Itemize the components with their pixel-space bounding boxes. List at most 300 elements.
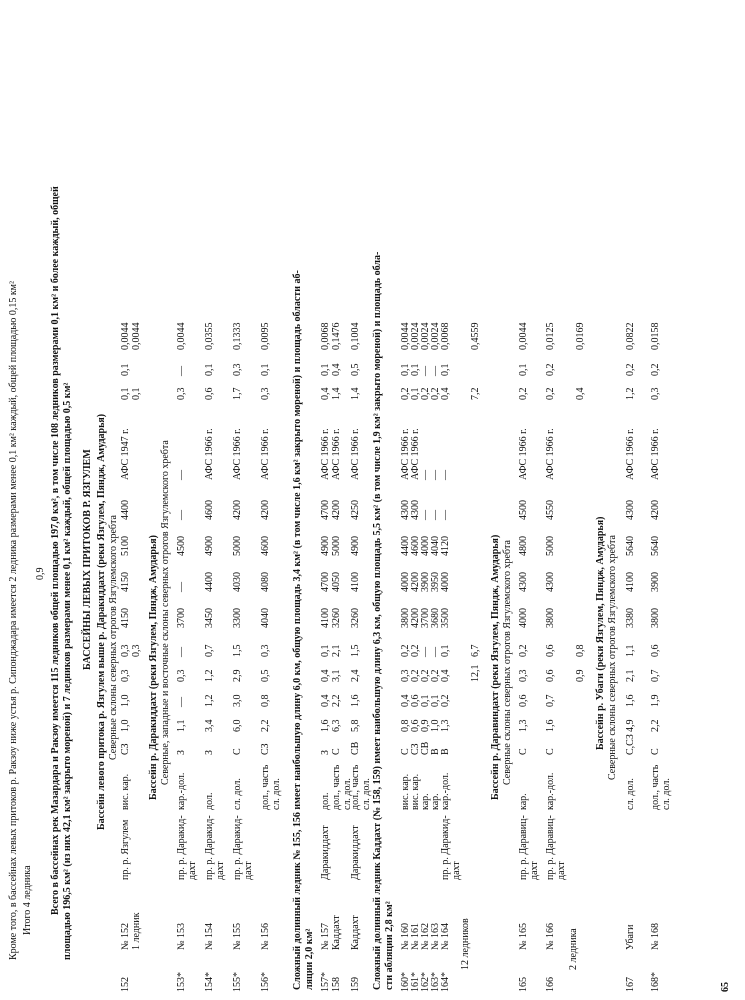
value-b: 0,2 — [650, 363, 661, 376]
value-c: 0,0044 — [120, 322, 131, 350]
basin: Даракиддахт — [350, 825, 361, 880]
height: 3900 — [650, 572, 661, 592]
total-v2: 6,7 — [470, 644, 481, 657]
exposure: В — [440, 748, 451, 755]
glacier-type: дол., часть — [260, 764, 271, 810]
glacier-type2: сл. дол. — [271, 778, 282, 810]
measure: 0,7 — [650, 669, 661, 682]
glacier-name: № 156 — [260, 922, 271, 950]
glacier-type2: сл. дол. — [661, 778, 672, 810]
height: 4000 — [440, 572, 451, 592]
height: — — [420, 510, 431, 520]
height: 3380 — [625, 608, 636, 628]
measure: 0,1 — [440, 644, 451, 657]
measure: 0,1 — [420, 694, 431, 707]
basin2: дахт — [187, 861, 198, 880]
glacier-type2: сл. дол. — [361, 778, 372, 810]
height: 5000 — [232, 536, 243, 556]
row-no: 161* — [410, 972, 421, 992]
glacier-type: кар. — [518, 793, 529, 810]
value-c: 0,0158 — [650, 322, 661, 350]
measure: 0,2 — [440, 694, 451, 707]
measure: 1,5 — [350, 644, 361, 657]
row-no: 160* — [400, 972, 411, 992]
slope-3: Северные склоны северных отрогов Язгулемского хребта — [502, 540, 513, 785]
measure: 1,1 — [625, 644, 636, 657]
glacier-name: № 160 — [400, 922, 411, 950]
glacier-type: вис. кар. — [410, 773, 421, 810]
value-b: — — [420, 366, 431, 376]
source: АФС 1966 г. — [650, 428, 661, 480]
measure: 3,4 — [204, 719, 215, 732]
measure: 0,4 — [400, 694, 411, 707]
exposure: С — [232, 748, 243, 755]
value-a: 1,2 — [625, 387, 636, 400]
all-line2: площадью 196,5 км² (из них 42,1 км² закрыто мореной) и 7 ледников размерами менее 0,1 км² каждый, общей площадью 0,5 км² — [62, 382, 73, 960]
value-a: 1,4 — [350, 387, 361, 400]
measure: 0,4 — [320, 669, 331, 682]
exposure: СЗ — [410, 743, 421, 755]
height: 4600 — [260, 536, 271, 556]
measure: 0,2 — [420, 669, 431, 682]
height: 4030 — [232, 572, 243, 592]
source: АФС 1966 г. — [518, 428, 529, 480]
basin2: дахт — [529, 861, 540, 880]
row-no: 154* — [204, 972, 215, 992]
glacier-type: дол. — [204, 792, 215, 810]
exposure: СВ — [420, 741, 431, 755]
value-a: 0,1 — [131, 387, 142, 400]
basin: пр. р. Даравиц- — [545, 815, 556, 880]
height: 4040 — [260, 608, 271, 628]
height: 4500 — [518, 500, 529, 520]
glacier-type2: дол., часть — [331, 764, 342, 810]
value-c: 0,0024 — [420, 322, 431, 350]
height: 4000 — [400, 572, 411, 592]
glacier-name: № 152 — [120, 922, 131, 950]
glacier-type: вис. кар. — [400, 773, 411, 810]
row-no: 165 — [518, 977, 529, 992]
height: 4250 — [350, 500, 361, 520]
value-c: 0,0068 — [440, 322, 451, 350]
measure: — — [420, 647, 431, 657]
source: АФС 1966 г. — [331, 428, 342, 480]
height: — — [430, 510, 441, 520]
measure: 0,4 — [440, 669, 451, 682]
row-no: 163* — [430, 972, 441, 992]
glacier-type: кар.-дол. — [545, 772, 556, 810]
totals2-v2: 0,8 — [575, 644, 586, 657]
measure: 0,2 — [410, 669, 421, 682]
value-c: 0,0355 — [204, 322, 215, 350]
height: 4200 — [232, 500, 243, 520]
exposure: В — [430, 748, 441, 755]
basin2: дахт — [451, 861, 462, 880]
measure: 2,2 — [260, 719, 271, 732]
measure: 0,7 — [204, 644, 215, 657]
measure: 0,3 — [176, 669, 187, 682]
measure: 1,5 — [232, 644, 243, 657]
all-line1: Всего в бассейнах рек Мазардара и Ракзоу имеется 115 ледников общей площадью 197,0 км², в том числе 108 ледников размерами 0,1 км² и более каждый, общей — [50, 186, 61, 915]
intro-line: Кроме того, в бассейнах левых притоков р. Ракзоу ниже устья р. Сипонджадара имеется 2 ледника размерами менее 0,1 км² каждый, общей площадью 0,15 км² — [8, 280, 19, 960]
height: 3800 — [650, 608, 661, 628]
measure: 2,4 — [350, 669, 361, 682]
value-b: 0,1 — [204, 363, 215, 376]
basin: пр. р. Язгулем — [120, 819, 131, 880]
row-no: 157* — [320, 972, 331, 992]
basin2: дахт — [556, 861, 567, 880]
measure: 0,8 — [400, 719, 411, 732]
value-a: 0,3 — [650, 387, 661, 400]
value-b: 0,1 — [120, 363, 131, 376]
measure: 2,9 — [232, 669, 243, 682]
glacier-type: дол., часть — [650, 764, 661, 810]
exposure: СЗ — [120, 743, 131, 755]
measure: 6,3 — [331, 719, 342, 732]
row-no: 164* — [440, 972, 451, 992]
measure: 0,9 — [420, 719, 431, 732]
totals2-v1: 0,9 — [575, 669, 586, 682]
glacier-name: № 168 — [650, 922, 661, 950]
measure: 1,3 — [518, 719, 529, 732]
sub-heading-3: Бассейн р. Даравиндахт (реки Язгулем, Пяндж, Амударья) — [490, 534, 501, 800]
value-c: 0,0044 — [176, 322, 187, 350]
height: 5640 — [625, 536, 636, 556]
height: 4150 — [120, 572, 131, 592]
value-b: 0,1 — [320, 363, 331, 376]
slope-1: Северные склоны северных отрогов Язгулемского хребта — [108, 515, 119, 760]
height: 3900 — [420, 572, 431, 592]
height: 4300 — [625, 500, 636, 520]
value-a: 0,2 — [430, 387, 441, 400]
source: АФС 1966 г. — [410, 428, 421, 480]
value-a: 0,6 — [204, 387, 215, 400]
height: 4400 — [120, 500, 131, 520]
height: 4000 — [518, 608, 529, 628]
source: АФС 1947 г. — [120, 428, 131, 480]
glacier-type: сл. дол. — [232, 778, 243, 810]
height: 4600 — [410, 536, 421, 556]
row-no: 155* — [232, 972, 243, 992]
height: 4700 — [320, 572, 331, 592]
row-no: 152 — [120, 977, 131, 992]
measure: 0,3 — [120, 644, 131, 657]
value-b: 0,1 — [440, 363, 451, 376]
value-c: 0,0044 — [131, 322, 142, 350]
measure: 3,1 — [331, 669, 342, 682]
value-b: 0,2 — [625, 363, 636, 376]
measure: 2,2 — [650, 719, 661, 732]
glacier-name: № 157 — [320, 922, 331, 950]
basin: пр. р. Даракид- — [440, 815, 451, 880]
height: 4200 — [410, 608, 421, 628]
height: 3450 — [204, 608, 215, 628]
height: 4080 — [260, 572, 271, 592]
height: — — [176, 510, 187, 520]
row-no: 168* — [650, 972, 661, 992]
height: 4900 — [350, 536, 361, 556]
source: АФС 1966 г. — [400, 428, 411, 480]
height: 3800 — [400, 608, 411, 628]
measure: 0,6 — [650, 644, 661, 657]
value-a: 0,2 — [545, 387, 556, 400]
value-a: 0,1 — [120, 387, 131, 400]
row-no: 162* — [420, 972, 431, 992]
glacier-type: дол., часть — [350, 764, 361, 810]
value-a: 0,2 — [518, 387, 529, 400]
main-heading: БАССЕЙНЫ ЛЕВЫХ ПРИТОКОВ Р. ЯЗГУЛЕМ — [82, 449, 93, 670]
glacier-name: № 164 — [440, 922, 451, 950]
basin: пр. р. Даравиц- — [518, 815, 529, 880]
measure: 2,1 — [625, 669, 636, 682]
measure: 4,9 — [625, 719, 636, 732]
value-c: 0,0024 — [430, 322, 441, 350]
measure: 1,6 — [545, 719, 556, 732]
basin2: дахт — [215, 861, 226, 880]
slope-2: Северные, западные и восточные склоны северных отрогов Язгулемского хребта — [160, 440, 171, 785]
measure: 5,8 — [350, 719, 361, 732]
measure: 0,6 — [545, 644, 556, 657]
height: 3680 — [430, 608, 441, 628]
measure: 0,1 — [430, 694, 441, 707]
row-no: 153* — [176, 972, 187, 992]
basin2: дахт — [243, 861, 254, 880]
row-no: 167 — [625, 977, 636, 992]
value-a: 0,4 — [440, 387, 451, 400]
height: 4000 — [420, 536, 431, 556]
measure: 1,3 — [440, 719, 451, 732]
source: — — [176, 470, 187, 480]
glacier-type: кар.-дол. — [176, 772, 187, 810]
height: 5100 — [120, 536, 131, 556]
glacier-type: вис. кар. — [120, 773, 131, 810]
source: — — [420, 470, 431, 480]
value-b: — — [176, 366, 187, 376]
glacier-name2: Каддахт — [331, 915, 342, 950]
height: 3800 — [545, 608, 556, 628]
height: — — [176, 582, 187, 592]
exposure: З — [320, 749, 331, 755]
glacier-name: № 154 — [204, 922, 215, 950]
measure: 2,2 — [331, 694, 342, 707]
exposure: С — [545, 748, 556, 755]
glacier-type3: сл. дол. — [342, 778, 353, 810]
measure: 0,3 — [260, 644, 271, 657]
height: 4200 — [260, 500, 271, 520]
sub-heading-4: Бассейн р. Убаги (реки Язгулем, Пяндж, Амударья) — [595, 516, 606, 750]
height: 3260 — [350, 608, 361, 628]
glacier-type: сл. дол. — [625, 778, 636, 810]
measure: 1,6 — [320, 719, 331, 732]
exposure: С — [400, 748, 411, 755]
glacier-type: дол. — [320, 792, 331, 810]
count-12: 12 ледников — [460, 918, 471, 970]
measure: 1,6 — [350, 694, 361, 707]
height: 4100 — [320, 608, 331, 628]
glacier-type: кар.-дол. — [440, 772, 451, 810]
measure: 3,0 — [232, 694, 243, 707]
basin: пр. р. Даракид- — [232, 815, 243, 880]
height: 3300 — [232, 608, 243, 628]
value-a: 1,7 — [232, 387, 243, 400]
glacier-name: № 165 — [518, 922, 529, 950]
glacier-name: № 161 — [410, 922, 421, 950]
glacier-name: № 162 — [420, 922, 431, 950]
measure: — — [430, 647, 441, 657]
measure: 0,6 — [410, 719, 421, 732]
value-c: 0,0044 — [400, 322, 411, 350]
height: 4120 — [440, 536, 451, 556]
measure: 0,4 — [320, 694, 331, 707]
row-no: 156* — [260, 972, 271, 992]
height: 4400 — [204, 572, 215, 592]
sub-heading-1: Бассейн левого притока р. Язгулем выше р. Даракиддахт (реки Язгулем, Пяндж, Амударья) — [96, 413, 107, 830]
measure: 0,7 — [545, 694, 556, 707]
height: 3700 — [420, 608, 431, 628]
height: 4300 — [518, 572, 529, 592]
measure: — — [176, 697, 187, 707]
measure: — — [176, 647, 187, 657]
glacier-type: кар. — [430, 793, 441, 810]
height: 4300 — [545, 572, 556, 592]
exposure: З — [204, 749, 215, 755]
value-c: 0,0024 — [410, 322, 421, 350]
height: 4600 — [204, 500, 215, 520]
page-number: 65 — [720, 982, 731, 992]
totals2-a: 0,4 — [575, 387, 586, 400]
height: 4900 — [204, 536, 215, 556]
value-b: 0,1 — [518, 363, 529, 376]
row-no: 159 — [350, 977, 361, 992]
measure: 0,2 — [410, 644, 421, 657]
measure: 1,2 — [204, 694, 215, 707]
value-b: 0,1 — [260, 363, 271, 376]
value-c: 0,0095 — [260, 322, 271, 350]
height: 4500 — [176, 536, 187, 556]
measure: 2,1 — [331, 644, 342, 657]
total-value: 0,9 — [35, 567, 46, 580]
basin: пр. р. Даракид- — [204, 815, 215, 880]
measure: 1,0 — [120, 719, 131, 732]
source: — — [440, 470, 451, 480]
note-1b: ляции 2,0 км² — [304, 928, 315, 990]
measure: 0,6 — [518, 694, 529, 707]
height: 5000 — [545, 536, 556, 556]
value-b: 0,1 — [400, 363, 411, 376]
source: АФС 1966 г. — [204, 428, 215, 480]
note-1a: Сложный долинный ледник № 155, 156 имеет наибольшую длину 6,0 км, общую площадь 3,4 км² (в том числе 1,6 км² закрыто мореной) и площадь области аб- — [292, 270, 303, 990]
value-c: 0,0068 — [320, 322, 331, 350]
value-b: 0,4 — [331, 363, 342, 376]
height: 4040 — [430, 536, 441, 556]
basin: пр. р. Даракид- — [176, 815, 187, 880]
exposure: С,СЗ — [625, 734, 636, 755]
basin: Даракиддахт — [320, 825, 331, 880]
value-a: 1,4 — [331, 387, 342, 400]
value-c: 0,1333 — [232, 322, 243, 350]
height: 4400 — [400, 536, 411, 556]
measure: 0,5 — [260, 669, 271, 682]
totals2-c: 0,0169 — [575, 322, 586, 350]
row-no: 166 — [545, 977, 556, 992]
value-b: 0,1 — [410, 363, 421, 376]
measure: 0,3 — [518, 669, 529, 682]
value-a: 0,4 — [320, 387, 331, 400]
measure: 0,2 — [400, 644, 411, 657]
height: 4100 — [350, 572, 361, 592]
exposure: СЗ — [260, 743, 271, 755]
exposure: С — [650, 748, 661, 755]
measure: 1,0 — [430, 719, 441, 732]
exposure: С — [518, 748, 529, 755]
value-c: 0,1476 — [331, 322, 342, 350]
source: АФС 1966 г. — [320, 428, 331, 480]
height: 4200 — [410, 572, 421, 592]
height: 4800 — [518, 536, 529, 556]
height: 3260 — [331, 608, 342, 628]
measure: 1,1 — [176, 719, 187, 732]
value-b: — — [430, 366, 441, 376]
height: 4300 — [410, 500, 421, 520]
value-c: 0,0822 — [625, 322, 636, 350]
glacier-name2: 1 ледник — [131, 912, 142, 950]
measure: 0,6 — [545, 669, 556, 682]
source: АФС 1966 г. — [260, 428, 271, 480]
value-c: 0,0125 — [545, 322, 556, 350]
source: АФС 1966 г. — [350, 428, 361, 480]
exposure2: С — [331, 748, 342, 755]
height: 3700 — [176, 608, 187, 628]
source: АФС 1966 г. — [545, 428, 556, 480]
measure: 0,2 — [430, 669, 441, 682]
total-v1: 12,1 — [470, 664, 481, 682]
value-b: 0,2 — [545, 363, 556, 376]
measure: 1,0 — [120, 694, 131, 707]
glacier-name: Каддахт — [350, 915, 361, 950]
measure: 0,1 — [320, 644, 331, 657]
height: 3950 — [430, 572, 441, 592]
count-2: 2 ледника — [568, 928, 579, 970]
total-a: 7,2 — [470, 387, 481, 400]
value-a: 0,2 — [400, 387, 411, 400]
total-label: Итого 4 ледника — [22, 865, 33, 935]
measure: 6,0 — [232, 719, 243, 732]
height: 3500 — [440, 608, 451, 628]
exposure: СВ — [350, 741, 361, 755]
row-no2: 158 — [331, 977, 342, 992]
glacier-name: № 166 — [545, 922, 556, 950]
height: — — [440, 510, 451, 520]
value-a: 0,3 — [176, 387, 187, 400]
measure: 0,3 — [120, 669, 131, 682]
height: 4050 — [331, 572, 342, 592]
source: — — [430, 470, 441, 480]
glacier-name: № 163 — [430, 922, 441, 950]
measure: 0,3 — [131, 644, 142, 657]
glacier-name: № 153 — [176, 922, 187, 950]
measure: 1,2 — [204, 669, 215, 682]
glacier-type: кар. — [420, 793, 431, 810]
measure: 0,2 — [518, 644, 529, 657]
glacier-name: Убаги — [625, 924, 636, 950]
value-b: 0,5 — [350, 363, 361, 376]
height: 4150 — [120, 608, 131, 628]
height: 4200 — [650, 500, 661, 520]
measure: 0,3 — [400, 669, 411, 682]
height: 4300 — [400, 500, 411, 520]
slope-4: Северные склоны северных отрогов Язгулемского хребта — [607, 535, 618, 780]
value-b: 0,3 — [232, 363, 243, 376]
